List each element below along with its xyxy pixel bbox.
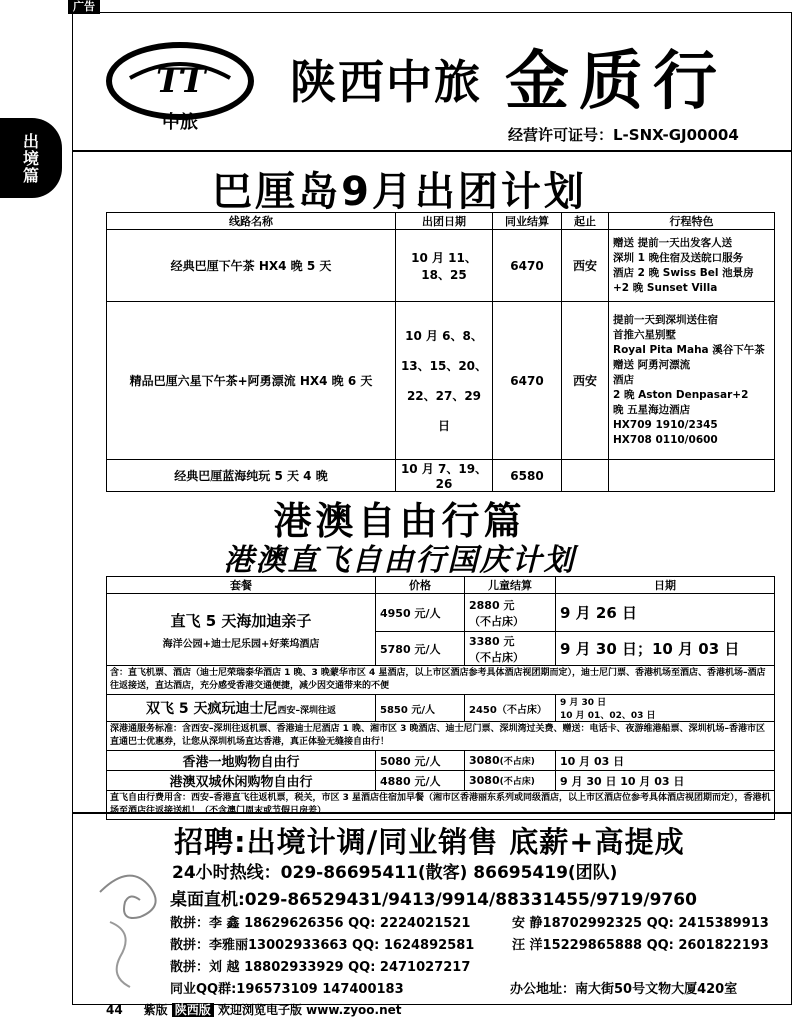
package-price: 4880 元/人 (376, 771, 465, 791)
package-price: 4950 元/人 (376, 594, 465, 632)
package-note: 含：直飞机票、酒店（迪士尼荣瑞泰华酒店 1 晚、3 晚蒙华市区 4 星酒店，以上市区酒店参考具体酒店视团期而定），迪士尼门票、香港机场至酒店、香港机场–酒店往返接送，直达酒店，充分感受香港交通便捷，减少因交通带来的不便 (107, 666, 775, 695)
side-tab-char: 篇 (22, 165, 39, 185)
edition-badge: 陕西版 (172, 1003, 214, 1017)
trade-price: 6580 (493, 460, 562, 492)
table-row (107, 695, 775, 722)
col-header: 出团日期 (396, 213, 493, 230)
route-features: 提前一天到深圳送住宿 首推六星别墅 Royal Pita Maha 溪谷下午茶 赠送 阿勇河漂流 酒店 2 晚 Aston Denpasar+2 晚 五星海边酒店 HX709 1910/2345 HX708 0110/0600 (609, 302, 775, 460)
child-price: 3080(不占床) (465, 771, 556, 791)
table-row (107, 771, 775, 791)
trade-price: 6470 (493, 230, 562, 302)
table-row (107, 460, 775, 492)
table-header-row (107, 577, 775, 594)
note-row (107, 666, 775, 695)
route-features (609, 460, 775, 492)
col-header: 行程特色 (609, 213, 775, 230)
contact-entry: 散拼：刘 越 18802933929 QQ: 2471027217 (170, 960, 471, 975)
col-header: 价格 (376, 577, 465, 594)
bali-schedule-table (106, 212, 775, 492)
col-header: 日期 (556, 577, 775, 594)
package-date: 9 月 30 日；10 月 03 日 (556, 632, 775, 666)
contact-entry: 散拼：李雅丽13002933663 QQ: 1624892581 (170, 938, 475, 953)
hkmacau-subtitle: 港澳直飞自由行国庆计划 (223, 543, 576, 578)
desk-line: 桌面直机:029-86529431/9413/9914/88331455/9719/9760 (170, 890, 697, 910)
license-number: 经营许可证号：L-SNX-GJ00004 (508, 126, 739, 144)
package-name: 直飞 5 天海加迪亲子 (170, 611, 312, 630)
origin: 西安 (562, 230, 609, 302)
route-features: 赠送 提前一天出发客人送 深圳 1 晚住宿及送皖口服务 酒店 2 晚 Swiss Bel 池景房 +2 晚 Sunset Villa (609, 230, 775, 302)
page-number: 44 (106, 1003, 123, 1017)
package-note: 深港通服务标准：含西安–深圳往返机票、香港迪士尼酒店 1 晚、湘市区 3 晚酒店、迪士尼门票、深圳湾过关费、赠送：电话卡、夜游维港船票、深圳机场–香港市区直通巴士优惠券，让您从深圳机场直达香港，真正体验无缝接自由行！ (107, 722, 775, 751)
package-date: 10 月 03 日 (556, 751, 775, 771)
note-row (107, 791, 775, 820)
origin: 西安 (562, 302, 609, 460)
package-name-cell: 双飞 5 天疯玩迪士尼西安–深圳往返 (107, 695, 376, 722)
package-name: 香港一地购物自由行 (107, 751, 376, 771)
departure-dates: 10 月 7、19、26 (396, 460, 493, 492)
col-header: 套餐 (107, 577, 376, 594)
table-header-row (107, 213, 775, 230)
page-footer (106, 1001, 402, 1018)
logo-mark: TT (156, 61, 206, 101)
table-row (107, 594, 775, 632)
contact-entry: 散拼：李 鑫 18629626356 QQ: 2224021521 (170, 916, 471, 931)
departure-dates: 10 月 11、18、25 (396, 230, 493, 302)
table-row (107, 230, 775, 302)
edition: 紫版 (143, 1003, 168, 1017)
route-name: 经典巴厘蓝海纯玩 5 天 4 晚 (107, 460, 396, 492)
contact-entry: 汪 洋15229865888 QQ: 2601822193 (512, 938, 769, 953)
package-price: 5850 元/人 (376, 695, 465, 722)
divider (72, 812, 792, 814)
package-desc: 海洋公园+迪士尼乐园+好莱坞酒店 (162, 638, 320, 650)
bali-title: 巴厘岛9月出团计划 (212, 169, 587, 215)
footer-text: 欢迎浏览电子版 www.zyoo.net (218, 1003, 402, 1017)
col-header: 儿童结算 (465, 577, 556, 594)
child-price: 3080(不占床) (465, 751, 556, 771)
package-price: 5780 元/人 (376, 632, 465, 666)
origin (562, 460, 609, 492)
departure-dates: 10 月 6、8、13、15、20、22、27、29 日 (396, 302, 493, 460)
office-address: 办公地址：南大街50号文物大厦420室 (510, 982, 738, 997)
side-tab-char: 境 (22, 148, 39, 168)
col-header: 线路名称 (107, 213, 396, 230)
recruitment-banner: 招聘:出境计调/同业销售 底薪+高提成 (174, 825, 685, 859)
child-price: 2880 元 （不占床） (465, 594, 556, 632)
route-name: 精品巴厘六星下午茶+阿勇漂流 HX4 晚 6 天 (107, 302, 396, 460)
package-date: 9 月 30 日 10 月 03 日 (556, 771, 775, 791)
qq-group: 同业QQ群:196573109 147400183 (170, 982, 404, 997)
child-price: 3380 元 （不占床） (465, 632, 556, 666)
package-date: 9 月 30 日 10 月 01、02、03 日 (556, 695, 775, 722)
hotline: 24小时热线：029-86695411(散客) 86695419(团队) (172, 863, 618, 883)
package-name: 港澳双城休闲购物自由行 (107, 771, 376, 791)
decorative-swirl-icon (90, 862, 170, 992)
table-row (107, 751, 775, 771)
hkmacau-table (106, 576, 775, 820)
note-row (107, 722, 775, 751)
package-date: 9 月 26 日 (556, 594, 775, 632)
package-price: 5080 元/人 (376, 751, 465, 771)
col-header: 起止 (562, 213, 609, 230)
fee-note: 直飞自由行费用含：西安–香港直飞往返机票，税关，市区 3 星酒店住宿加早餐（湘市区香港丽东系列或同级酒店，以上市区酒店位参考具体酒店视团期而定），香港机场至酒店往返接送机！（不含澳门周末或节假日房差） (107, 791, 775, 820)
table-row (107, 302, 775, 460)
divider (72, 150, 792, 152)
child-price: 2450（不占床） (465, 695, 556, 722)
contact-entry: 安 静18702992325 QQ: 2415389913 (512, 916, 769, 931)
brand-slogan: 金质行 (505, 44, 727, 119)
ad-tag: 广告 (68, 0, 100, 14)
logo-name: 中旅 (162, 112, 198, 133)
logo-tt-icon (112, 48, 248, 114)
col-header: 同业结算 (493, 213, 562, 230)
brand-name: 陕西中旅 (290, 55, 482, 109)
side-tab-char: 出 (22, 131, 39, 151)
package-name-cell (107, 594, 376, 666)
hkmacau-title: 港澳自由行篇 (273, 499, 526, 543)
trade-price: 6470 (493, 302, 562, 460)
route-name: 经典巴厘下午茶 HX4 晚 5 天 (107, 230, 396, 302)
